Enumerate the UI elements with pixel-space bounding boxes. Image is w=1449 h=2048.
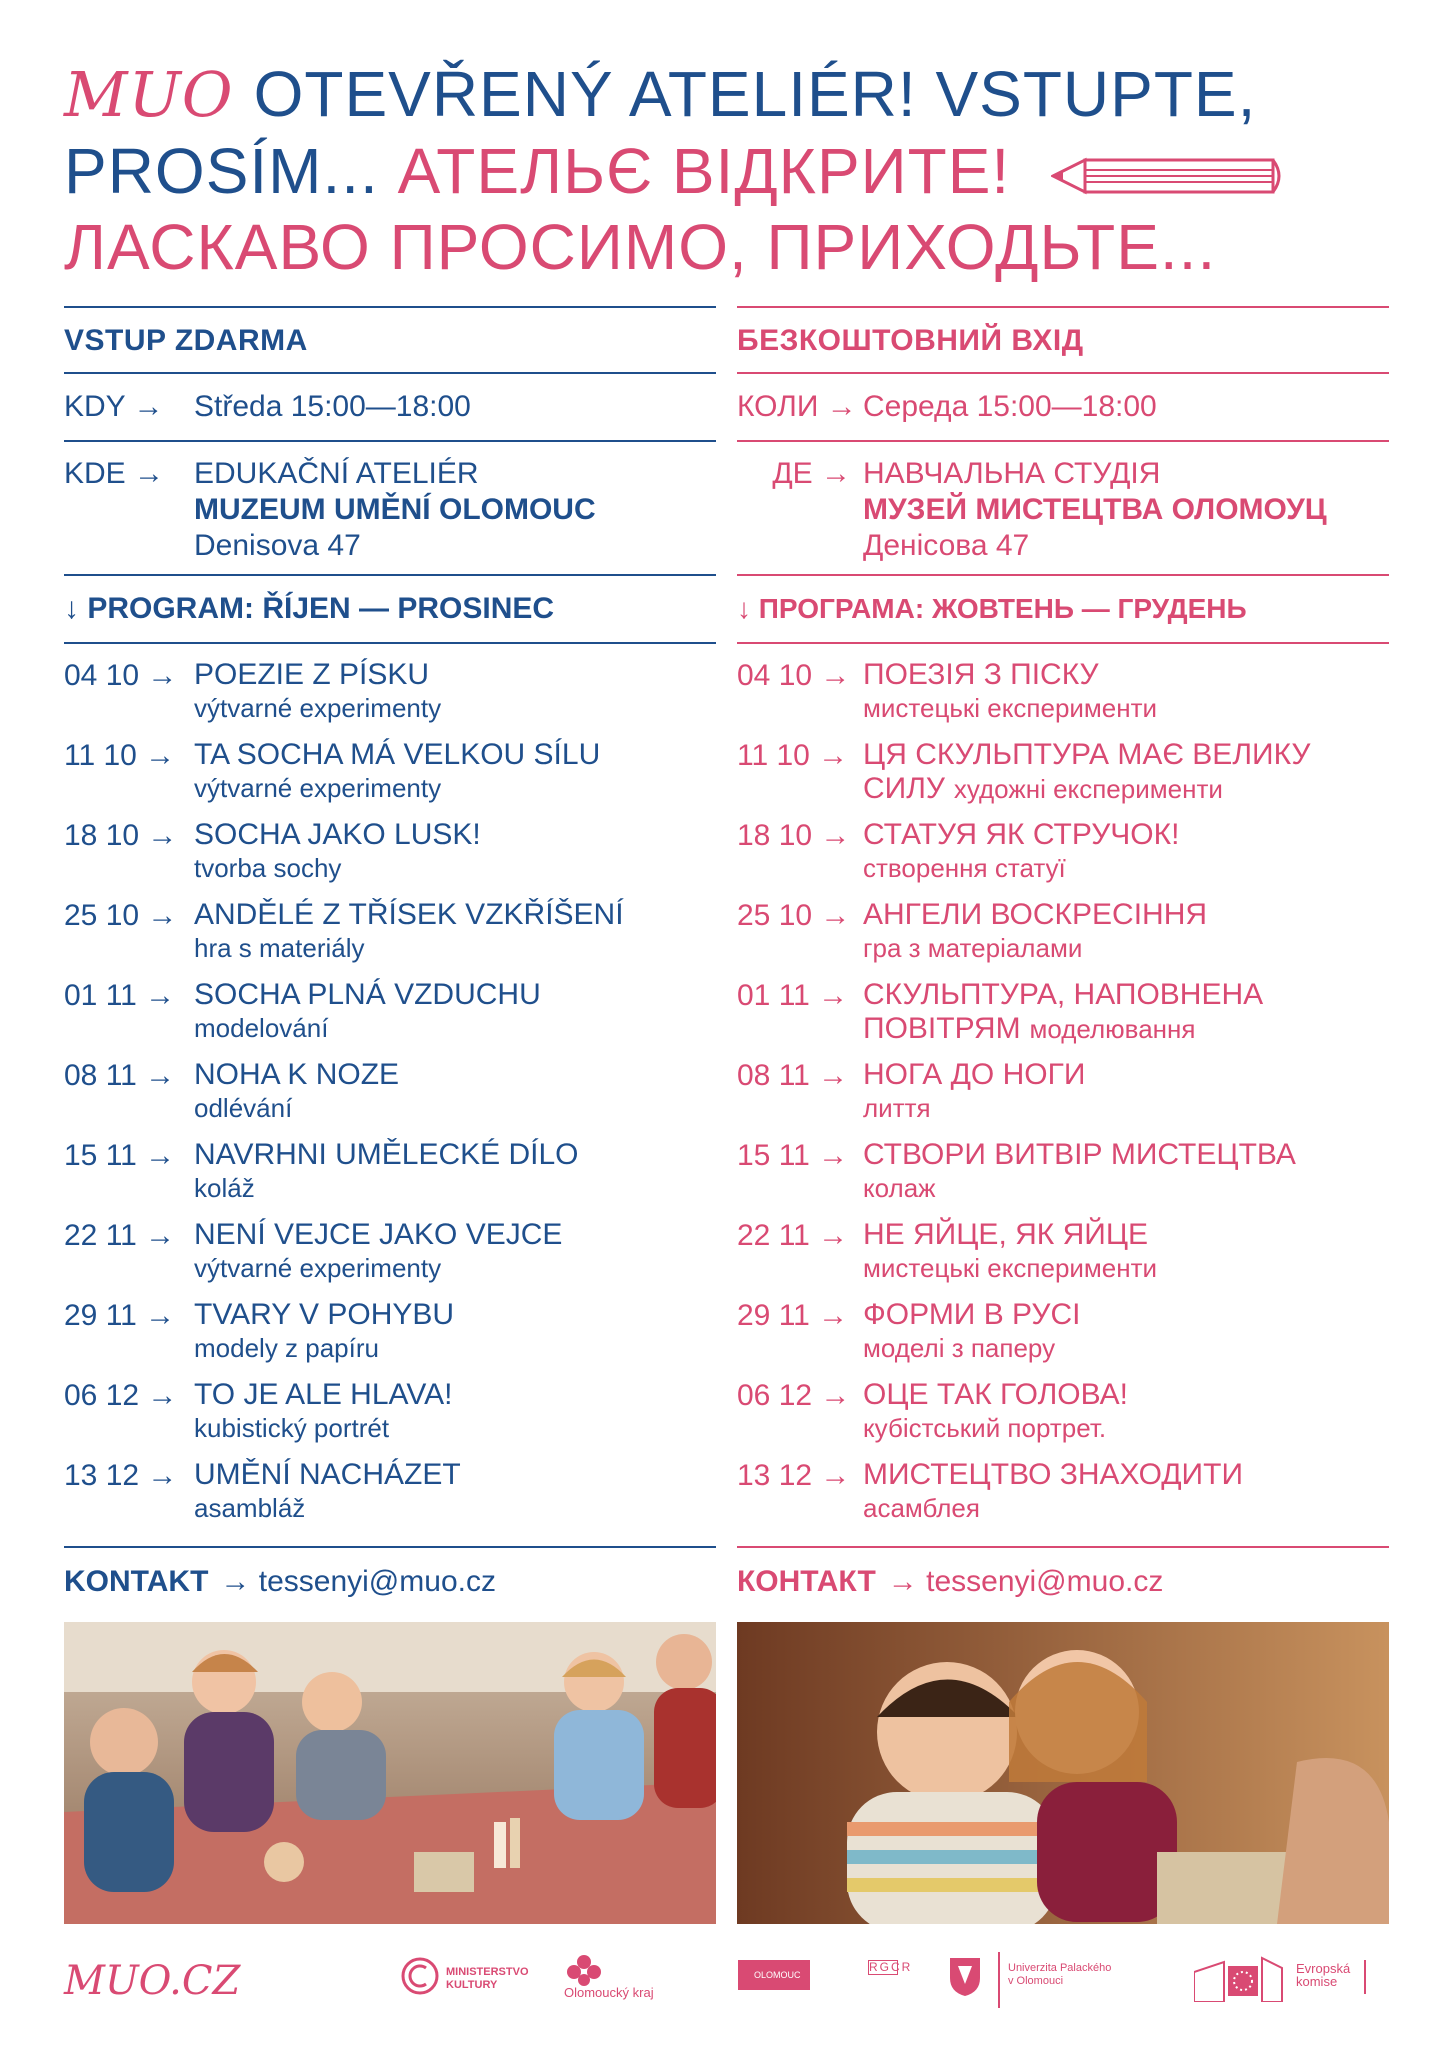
event-title: МИСТЕЦТВО ЗНАХОДИТИ <box>863 1458 1244 1491</box>
muo-logo: MUO <box>64 58 234 131</box>
ministry-icon <box>400 1956 440 1996</box>
event-subtitle: odlévání <box>194 1093 293 1123</box>
list-item <box>64 978 716 1058</box>
event-title: ANDĚLÉ Z TŘÍSEK VZKŘÍŠENÍ <box>194 898 624 931</box>
contact-row <box>64 1548 716 1616</box>
university-logo: Univerzita Palackého v Olomouci <box>1008 1962 1112 1987</box>
list-item <box>64 898 716 978</box>
when-value: Середа 15:00—18:00 <box>863 390 1157 423</box>
where-label: KDE → <box>64 457 165 490</box>
event-title: NOHA K NOZE <box>194 1058 400 1091</box>
event-title: NAVRHNI UMĚLECKÉ DÍLO <box>194 1138 579 1171</box>
event-date: 11 10 → <box>64 739 176 772</box>
list-item <box>737 658 1389 738</box>
pencil-icon <box>1051 156 1287 196</box>
event-date: 06 12 → <box>64 1379 178 1412</box>
event-date: 25 10 → <box>64 899 178 932</box>
event-subtitle: створення статуї <box>863 853 1066 883</box>
event-date: 04 10 → <box>64 659 178 692</box>
list-item <box>737 898 1389 978</box>
event-date: 29 11 → <box>64 1299 176 1332</box>
czech-column <box>64 306 716 1616</box>
where-line-1: НАВЧАЛЬНА СТУДІЯ <box>863 457 1161 490</box>
event-title-cont: ПОВІТРЯМ <box>863 1012 1021 1045</box>
title-line-1 <box>64 56 1404 133</box>
list-item <box>737 1298 1389 1378</box>
list-item <box>64 738 716 818</box>
event-date: 01 11 → <box>737 979 849 1012</box>
list-item <box>64 1058 716 1138</box>
event-date: 22 11 → <box>64 1219 176 1252</box>
contact-label: KONTAKT <box>64 1565 209 1598</box>
event-list <box>737 644 1389 1546</box>
eu-logo: Evropská komise <box>1296 1961 1351 1989</box>
ukrainian-column <box>737 306 1389 1616</box>
event-title: TO JE ALE HLAVA! <box>194 1378 453 1411</box>
list-item <box>64 658 716 738</box>
list-item <box>64 1378 716 1458</box>
list-item <box>737 1458 1389 1538</box>
event-date: 13 12 → <box>737 1459 851 1492</box>
event-title: POEZIE Z PÍSKU <box>194 658 430 691</box>
where-row <box>737 442 1389 574</box>
event-subtitle: kubistický portrét <box>194 1413 390 1443</box>
footer <box>64 1952 1404 2012</box>
event-date: 13 12 → <box>64 1459 178 1492</box>
event-title: АНГЕЛИ ВОСКРЕСІННЯ <box>863 898 1208 931</box>
when-row <box>737 374 1389 440</box>
event-subtitle: художні експерименти <box>953 774 1223 804</box>
event-date: 06 12 → <box>737 1379 851 1412</box>
event-date: 22 11 → <box>737 1219 849 1252</box>
where-line-1: EDUKAČNÍ ATELIÉR <box>194 457 479 490</box>
event-list <box>64 644 716 1546</box>
event-subtitle: гра з матеріалами <box>863 933 1083 963</box>
entry-heading: VSTUP ZDARMA <box>64 324 308 357</box>
event-subtitle: асамблея <box>863 1493 980 1523</box>
event-subtitle: hra s materiály <box>194 933 365 963</box>
when-label: КОЛИ → <box>737 390 857 423</box>
event-date: 04 10 → <box>737 659 851 692</box>
event-title: ФОРМИ В РУСІ <box>863 1298 1081 1331</box>
list-item <box>737 818 1389 898</box>
where-label: ДЕ → <box>772 457 851 490</box>
when-label: KDY → <box>64 390 164 423</box>
city-logo-box <box>738 1960 810 1990</box>
city-logo: OLOMOUC <box>754 1970 801 1980</box>
event-subtitle: кубістський портрет. <box>863 1413 1107 1443</box>
event-title: СКУЛЬПТУРА, НАПОВНЕНА <box>863 978 1264 1011</box>
list-item <box>64 818 716 898</box>
event-title: SOCHA PLNÁ VZDUCHU <box>194 978 541 1011</box>
list-item <box>64 1138 716 1218</box>
contact-email-link[interactable]: → tessenyi@muo.cz <box>220 1565 496 1598</box>
event-subtitle: моделі з паперу <box>863 1333 1056 1363</box>
ministry-logo: MINISTERSTVO KULTURY <box>446 1966 529 1991</box>
event-subtitle: výtvarné experimenty <box>194 773 442 803</box>
region-flower-icon <box>564 1952 604 1986</box>
event-title: ПОЕЗІЯ З ПІСКУ <box>863 658 1099 691</box>
list-item <box>64 1458 716 1538</box>
event-title: TA SOCHA MÁ VELKOU SÍLU <box>194 738 601 771</box>
event-date: 25 10 → <box>737 899 851 932</box>
event-date: 08 11 → <box>64 1059 176 1092</box>
divider <box>998 1952 1000 2008</box>
event-subtitle: лиття <box>863 1093 931 1123</box>
program-heading: ↓ PROGRAM: ŘÍJEN — PROSINEC <box>64 592 555 625</box>
when-value: Středa 15:00—18:00 <box>194 390 471 423</box>
program-heading: ↓ ПРОГРАМА: ЖОВТЕНЬ — ГРУДЕНЬ <box>737 593 1247 624</box>
entry-heading: БЕЗКОШТОВНИЙ ВХІД <box>737 324 1084 357</box>
event-subtitle: asambláž <box>194 1493 306 1523</box>
event-date: 29 11 → <box>737 1299 849 1332</box>
contact-label: КОНТАКТ <box>737 1565 876 1598</box>
event-title: NENÍ VEJCE JAKO VEJCE <box>194 1218 563 1251</box>
event-date: 15 11 → <box>64 1139 176 1172</box>
list-item <box>737 978 1389 1058</box>
workshop-photo-children <box>64 1622 716 1924</box>
where-line-3: Denisova 47 <box>194 529 361 562</box>
list-item <box>737 1138 1389 1218</box>
event-subtitle: modely z papíru <box>194 1333 379 1363</box>
event-subtitle: моделювання <box>1029 1014 1196 1044</box>
event-title: НЕ ЯЙЦЕ, ЯК ЯЙЦЕ <box>863 1218 1149 1251</box>
event-title: ОЦЕ ТАК ГОЛОВА! <box>863 1378 1128 1411</box>
event-date: 18 10 → <box>64 819 178 852</box>
when-row <box>64 374 716 440</box>
title-ua-1: АТЕЛЬЄ ВІДКРИТЕ! <box>397 135 1011 207</box>
event-subtitle: výtvarné experimenty <box>194 1253 442 1283</box>
list-item <box>737 1058 1389 1138</box>
where-line-2: МУЗЕЙ МИСТЕЦТВА ОЛОМОУЦ <box>863 493 1327 526</box>
rgcr-logo: RGCR <box>869 1960 913 1974</box>
university-crest-icon <box>948 1956 982 1996</box>
event-title: SOCHA JAKO LUSK! <box>194 818 481 851</box>
event-date: 08 11 → <box>737 1059 849 1092</box>
region-logo: Olomoucký kraj <box>564 1985 654 2000</box>
list-item <box>737 1378 1389 1458</box>
where-line-2: MUZEUM UMĚNÍ OLOMOUC <box>194 493 596 526</box>
contact-email-link[interactable]: → tessenyi@muo.cz <box>887 1565 1164 1598</box>
divider <box>1364 1960 1366 1994</box>
workshop-photo-kids-crafting <box>737 1622 1389 1924</box>
list-item <box>737 738 1389 818</box>
where-value <box>863 456 1327 574</box>
event-title-cont: СИЛУ <box>863 772 945 805</box>
event-title: TVARY V POHYBU <box>194 1298 455 1331</box>
event-subtitle: výtvarné experimenty <box>194 693 442 723</box>
poster-header <box>64 56 1404 285</box>
eu-building-icon <box>1194 1952 1284 2002</box>
event-title: СТАТУЯ ЯК СТРУЧОК! <box>863 818 1180 851</box>
contact-row <box>737 1548 1389 1616</box>
list-item <box>64 1298 716 1378</box>
event-title: НОГА ДО НОГИ <box>863 1058 1086 1091</box>
event-title: СТВОРИ ВИТВІР МИСТЕЦТВА <box>863 1138 1296 1171</box>
event-subtitle: koláž <box>194 1173 255 1203</box>
event-date: 01 11 → <box>64 979 176 1012</box>
event-title: ЦЯ СКУЛЬПТУРА МАЄ ВЕЛИКУ <box>863 738 1311 771</box>
title-cz-2: PROSÍM... <box>64 135 379 207</box>
event-subtitle: колаж <box>863 1173 936 1203</box>
title-cz-1: OTEVŘENÝ ATELIÉR! VSTUPTE, <box>253 58 1257 130</box>
event-subtitle: мистецькі експерименти <box>863 1253 1158 1283</box>
where-row <box>64 442 716 574</box>
event-subtitle: modelování <box>194 1013 329 1043</box>
where-line-3: Денісова 47 <box>863 529 1030 562</box>
event-date: 15 11 → <box>737 1139 849 1172</box>
title-line-2 <box>64 133 1404 209</box>
list-item <box>737 1218 1389 1298</box>
event-date: 11 10 → <box>737 739 849 772</box>
event-title: UMĚNÍ NACHÁZET <box>194 1458 461 1491</box>
event-date: 18 10 → <box>737 819 851 852</box>
site-link[interactable]: MUO.CZ <box>64 1958 241 2004</box>
event-subtitle: мистецькі експерименти <box>863 693 1158 723</box>
list-item <box>64 1218 716 1298</box>
event-subtitle: tvorba sochy <box>194 853 342 883</box>
where-value <box>194 456 596 574</box>
title-ua-2: ЛАСКАВО ПРОСИМО, ПРИХОДЬТЕ... <box>64 211 1217 283</box>
